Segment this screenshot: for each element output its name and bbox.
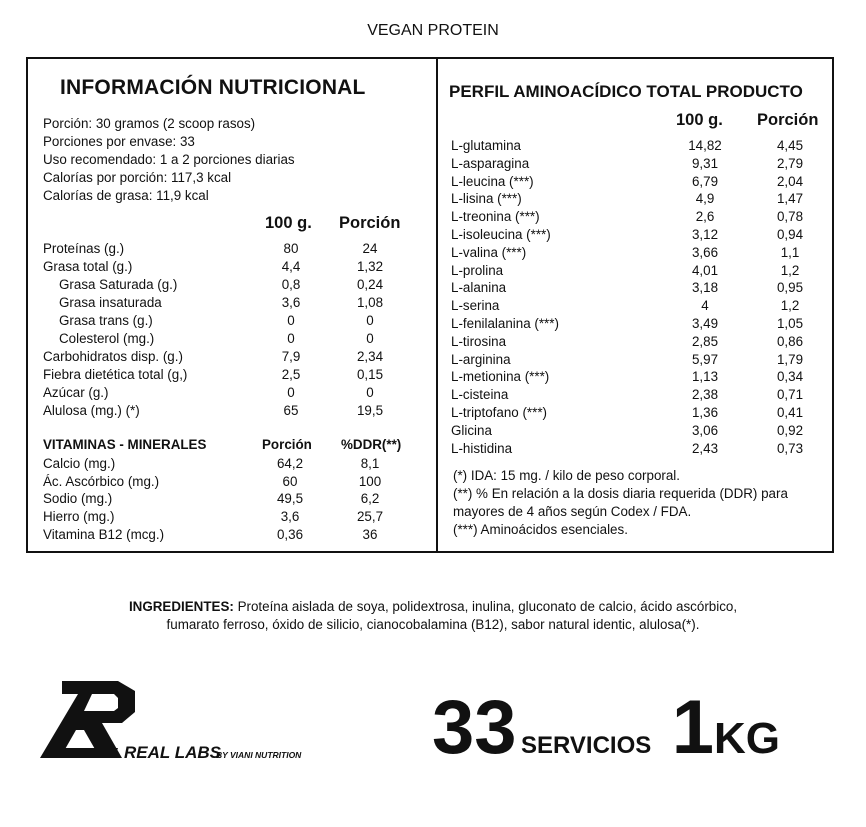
- amino-row-portion: 0,41: [776, 405, 804, 420]
- nutrition-row-100g: 0: [287, 385, 295, 400]
- amino-row-portion: 1,47: [776, 191, 804, 207]
- nutrition-row-portion: 0: [366, 313, 374, 328]
- amino-col-portion: Porción: [757, 111, 819, 129]
- amino-row-100g: 2,38: [691, 387, 719, 403]
- amino-row-portion: 2,04: [776, 173, 804, 189]
- amino-row-100g: 3,12: [691, 227, 719, 242]
- amino-row-label: L-serina: [451, 298, 500, 314]
- amino-row-portion: 1,2: [780, 262, 800, 278]
- amino-row-portion: 0,78: [776, 209, 804, 225]
- weight-number: 1: [671, 685, 714, 770]
- nutrition-row-100g: 0,8: [281, 277, 301, 292]
- aminoacid-heading: PERFIL AMINOACÍDICO TOTAL PRODUCTO: [449, 82, 803, 101]
- serving-info-line: Uso recomendado: 1 a 2 porciones diarias: [43, 152, 295, 167]
- brand-name: REAL LABS: [124, 743, 221, 762]
- amino-row-100g: 4,9: [695, 191, 715, 207]
- amino-row-100g: 3,49: [691, 316, 719, 331]
- amino-row-label: L-arginina: [451, 351, 511, 367]
- label-divider: [436, 57, 438, 553]
- amino-row-100g: 2,43: [691, 440, 719, 456]
- nutrition-row-label: Grasa Saturada (g.): [59, 277, 178, 292]
- amino-row-100g: 2,85: [691, 333, 719, 349]
- vitamin-row-ddr: 6,2: [360, 491, 380, 507]
- vitamin-row-label: Sodio (mg.): [43, 491, 113, 507]
- amino-row-label: L-triptofano (***): [451, 405, 548, 420]
- amino-row-100g: 3,66: [691, 244, 719, 260]
- serving-info-line: Calorías por porción: 117,3 kcal: [43, 170, 232, 185]
- vitamin-row-portion: 60: [282, 473, 298, 489]
- nutrition-col-portion: Porción: [339, 214, 401, 232]
- amino-row-label: L-isoleucina (***): [451, 227, 551, 242]
- ingredients-line-2: fumarato ferroso, óxido de silicio, cianocobalamina (B12), sabor natural identic, alulosa(*).: [166, 617, 700, 632]
- ingredients-line-1: Proteína aislada de soya, polidextrosa, inulina, gluconato de calcio, ácido ascórbico,: [237, 599, 738, 614]
- nutrition-row-label: Colesterol (mg.): [59, 331, 155, 346]
- vitamins-col-portion: Porción: [262, 437, 312, 452]
- nutrition-row-100g: 2,5: [281, 367, 301, 382]
- vitamin-row-portion: 3,6: [280, 509, 300, 525]
- vitamin-row-ddr: 36: [362, 526, 378, 542]
- vitamin-row-portion: 64,2: [276, 456, 304, 471]
- amino-row-portion: 0,34: [776, 369, 804, 385]
- brand-logo-mark: [40, 678, 340, 768]
- nutrition-row-label: Grasa insaturada: [59, 295, 162, 310]
- amino-footnote: (**) % En relación a la dosis diaria requerida (DDR) para: [453, 486, 788, 501]
- amino-row-100g: 6,79: [691, 173, 719, 189]
- amino-row-portion: 4,45: [776, 138, 804, 153]
- nutrition-row-label: Grasa trans (g.): [59, 313, 153, 328]
- vitamin-row-label: Vitamina B12 (mcg.): [43, 526, 165, 542]
- amino-row-100g: 5,97: [691, 351, 719, 367]
- nutrition-row-100g: 4,4: [281, 259, 301, 274]
- amino-footnote: mayores de 4 años según Codex / FDA.: [453, 504, 692, 519]
- servings-word: SERVICIOS: [521, 732, 652, 759]
- vitamin-row-ddr: 100: [358, 473, 382, 489]
- nutrition-row-portion: 0,15: [356, 367, 384, 382]
- amino-row-portion: 2,79: [776, 155, 804, 171]
- vitamin-row-portion: 0,36: [276, 526, 304, 542]
- amino-row-100g: 14,82: [688, 138, 722, 153]
- nutrition-row-label: Azúcar (g.): [43, 385, 109, 400]
- amino-row-portion: 0,92: [776, 422, 804, 438]
- amino-row-label: L-glutamina: [451, 138, 521, 153]
- amino-row-100g: 9,31: [691, 155, 719, 171]
- vitamin-row-ddr: 8,1: [360, 456, 380, 471]
- serving-info-line: Porción: 30 gramos (2 scoop rasos): [43, 116, 256, 131]
- nutrition-row-label: Fiebra dietética total (g,): [43, 367, 188, 382]
- amino-row-portion: 1,79: [776, 351, 804, 367]
- serving-info-line: Calorías de grasa: 11,9 kcal: [43, 188, 209, 203]
- nutrition-row-100g: 80: [283, 241, 299, 256]
- amino-row-label: L-fenilalanina (***): [451, 316, 559, 331]
- nutrition-row-portion: 24: [362, 241, 378, 256]
- amino-row-portion: 0,86: [776, 333, 804, 349]
- serving-info-line: Porciones por envase: 33: [43, 134, 195, 149]
- nutrition-row-100g: 0: [287, 331, 295, 346]
- vitamin-row-label: Hierro (mg.): [43, 509, 115, 525]
- amino-row-label: L-asparagina: [451, 155, 530, 171]
- amino-row-100g: 4,01: [691, 262, 719, 278]
- amino-row-label: L-metionina (***): [451, 369, 550, 385]
- nutrition-row-100g: 7,9: [281, 349, 301, 364]
- amino-row-label: L-alanina: [451, 280, 507, 296]
- amino-row-portion: 0,94: [776, 227, 804, 242]
- nutrition-row-portion: 0,24: [356, 277, 384, 292]
- vitamin-row-label: Ác. Ascórbico (mg.): [43, 473, 160, 489]
- nutrition-row-portion: 1,32: [356, 259, 384, 274]
- nutrition-row-100g: 3,6: [281, 295, 301, 310]
- nutrition-row-label: Grasa total (g.): [43, 259, 133, 274]
- ingredients-label: INGREDIENTES:: [128, 599, 234, 614]
- amino-row-portion: 0,71: [776, 387, 804, 403]
- amino-row-100g: 2,6: [695, 209, 715, 225]
- amino-row-portion: 0,73: [776, 440, 804, 456]
- amino-row-100g: 1,13: [691, 369, 719, 385]
- amino-footnote: (***) Aminoácidos esenciales.: [453, 522, 628, 537]
- weight-unit: KG: [714, 714, 780, 763]
- amino-row-100g: 3,18: [691, 280, 719, 296]
- amino-row-label: Glicina: [451, 422, 492, 438]
- product-title: VEGAN PROTEIN: [367, 22, 499, 39]
- amino-row-portion: 1,05: [776, 316, 804, 331]
- amino-col-100g: 100 g.: [676, 111, 723, 129]
- amino-row-100g: 4: [701, 298, 709, 314]
- amino-footnote: (*) IDA: 15 mg. / kilo de peso corporal.: [453, 468, 680, 483]
- nutrition-heading: INFORMACIÓN NUTRICIONAL: [60, 76, 366, 99]
- amino-row-label: L-cisteina: [451, 387, 509, 403]
- amino-row-label: L-histidina: [451, 440, 513, 456]
- vitamin-row-label: Calcio (mg.): [43, 456, 116, 471]
- nutrition-col-100g: 100 g.: [265, 214, 312, 232]
- amino-row-100g: 3,06: [691, 422, 719, 438]
- nutrition-row-100g: 65: [283, 403, 299, 418]
- amino-row-label: L-leucina (***): [451, 173, 534, 189]
- amino-row-label: L-prolina: [451, 262, 504, 278]
- servings-block: [432, 685, 780, 779]
- amino-row-label: L-valina (***): [451, 244, 527, 260]
- nutrition-row-portion: 0: [366, 385, 374, 400]
- nutrition-row-label: Carbohidratos disp. (g.): [43, 349, 183, 364]
- vitamin-row-portion: 49,5: [276, 491, 304, 507]
- nutrition-row-portion: 0: [366, 331, 374, 346]
- vitamins-col-ddr: %DDR(**): [341, 437, 402, 452]
- nutrition-row-portion: 1,08: [356, 295, 384, 310]
- amino-row-portion: 0,95: [776, 280, 804, 296]
- amino-row-portion: 1,2: [780, 298, 800, 314]
- nutrition-row-label: Proteínas (g.): [43, 241, 125, 256]
- brand-logo: [40, 678, 340, 773]
- nutrition-row-label: Alulosa (mg.) (*): [43, 403, 140, 418]
- nutrition-row-100g: 0: [287, 313, 295, 328]
- vitamin-row-ddr: 25,7: [356, 509, 384, 525]
- nutrition-row-portion: 2,34: [356, 349, 384, 364]
- amino-row-label: L-tirosina: [451, 333, 507, 349]
- brand-tagline: BY VIANI NUTRITION: [216, 750, 302, 760]
- amino-row-100g: 1,36: [691, 405, 719, 420]
- servings-count: 33: [432, 685, 517, 770]
- amino-row-label: L-treonina (***): [451, 209, 540, 225]
- amino-row-portion: 1,1: [780, 244, 800, 260]
- amino-row-label: L-lisina (***): [451, 191, 522, 207]
- nutrition-row-portion: 19,5: [356, 403, 384, 418]
- vitamins-heading: VITAMINAS - MINERALES: [43, 437, 207, 452]
- ingredients: [0, 598, 866, 634]
